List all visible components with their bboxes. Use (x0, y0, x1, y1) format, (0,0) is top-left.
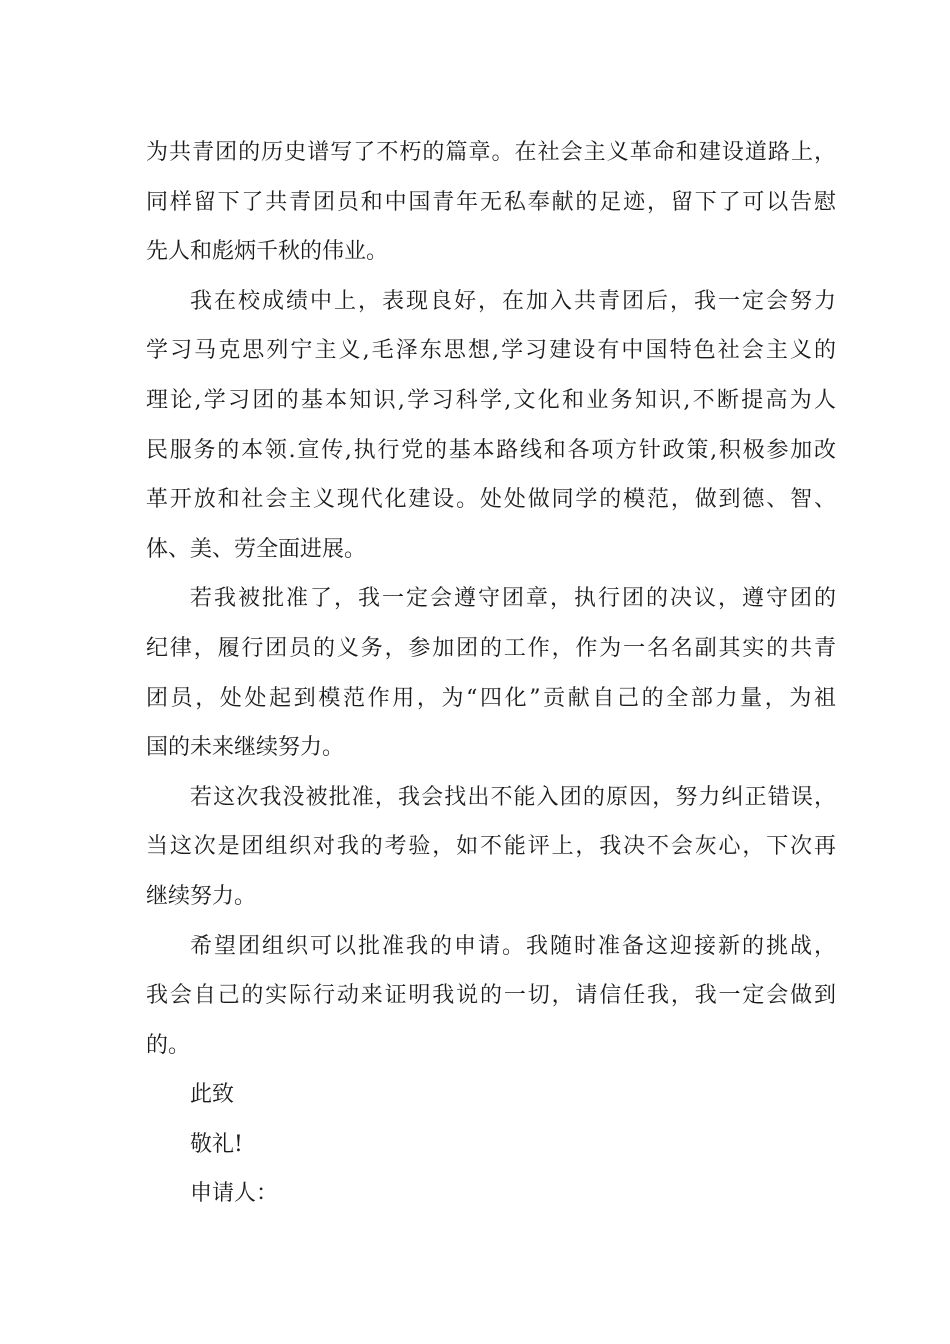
text-line: 学习马克思列宁主义,毛泽东思想,学习建设有中国特色社会主义的 (146, 338, 836, 364)
paragraph (146, 773, 836, 922)
text-line: 若这次我没被批准，我会找出不能入团的原因，努力纠正错误， (190, 784, 836, 810)
text-line: 纪律，履行团员的义务，参加团的工作，作为一名名副其实的共青 (146, 635, 836, 661)
text-line: 我在校成绩中上，表现良好，在加入共青团后，我一定会努力 (190, 288, 836, 314)
text-line: 团员，处处起到模范作用，为“四化”贡献自己的全部力量，为祖 (146, 685, 836, 711)
text-line: 体、美、劳全面进展。 (146, 536, 367, 562)
paragraph (146, 574, 836, 772)
text-line: 革开放和社会主义现代化建设。处处做同学的模范，做到德、智、 (146, 487, 836, 513)
text-line: 为共青团的历史谱写了不朽的篇章。在社会主义革命和建设道路上， (146, 140, 836, 165)
text-line: 我会自己的实际行动来证明我说的一切，请信任我，我一定会做到 (146, 983, 836, 1009)
salutation-line: 此致 (190, 1082, 235, 1108)
text-line: 民服务的本领.宣传,执行党的基本路线和各项方针政策,积极参加改 (146, 437, 836, 463)
text-line: 理论,学习团的基本知识,学习科学,文化和业务知识,不断提高为人 (146, 387, 836, 413)
salutation-line: 敬礼! (190, 1131, 243, 1157)
applicant-label: 申请人： (190, 1181, 279, 1207)
letter-closing (146, 1070, 836, 1219)
text-line: 先人和彪炳千秋的伟业。 (146, 239, 389, 265)
paragraph (146, 128, 836, 277)
text-line: 希望团组织可以批准我的申请。我随时准备这迎接新的挑战， (190, 933, 836, 959)
text-line: 若我被批准了，我一定会遵守团章，执行团的决议，遵守团的 (190, 586, 836, 612)
text-line: 的。 (146, 1032, 191, 1058)
text-line: 继续努力。 (146, 883, 257, 909)
text-line: 当这次是团组织对我的考验，如不能评上，我决不会灰心，下次再 (146, 834, 836, 860)
paragraph (146, 277, 836, 575)
paragraph (146, 922, 836, 1071)
letter-body (146, 128, 836, 1219)
text-line: 同样留下了共青团员和中国青年无私奉献的足迹，留下了可以告慰 (146, 189, 836, 215)
text-line: 国的未来继续努力。 (146, 735, 345, 761)
